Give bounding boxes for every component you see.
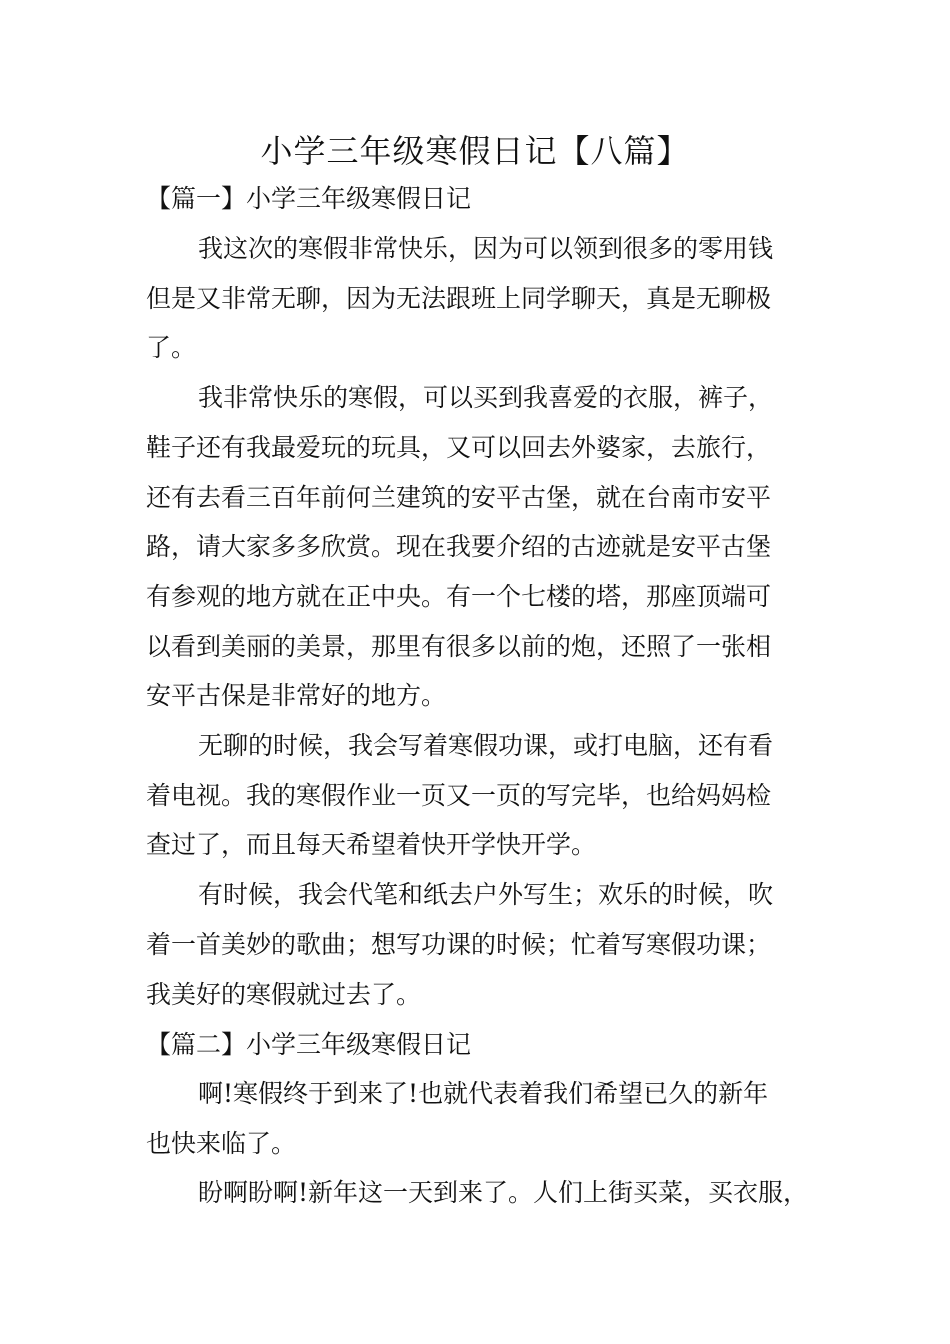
paragraph-line: 着一首美妙的歌曲；想写功课的时候；忙着写寒假功课； xyxy=(146,930,772,959)
paragraph-line: 还有去看三百年前何兰建筑的安平古堡，就在台南市安平 xyxy=(146,483,772,512)
section-heading: 【篇二】小学三年级寒假日记 xyxy=(146,1030,472,1059)
paragraph-line: 我非常快乐的寒假，可以买到我喜爱的衣服，裤子， xyxy=(198,383,774,412)
paragraph-line: 也快来临了。 xyxy=(146,1129,297,1158)
document-title: 小学三年级寒假日记【八篇】 xyxy=(260,132,690,170)
paragraph-line: 了。 xyxy=(146,333,197,362)
paragraph-line: 我美好的寒假就过去了。 xyxy=(146,980,422,1009)
paragraph-line: 着电视。我的寒假作业一页又一页的写完毕，也给妈妈检 xyxy=(146,781,772,810)
paragraph-line: 有参观的地方就在正中央。有一个七楼的塔，那座顶端可 xyxy=(146,582,772,611)
paragraph-line: 有时候，我会代笔和纸去户外写生；欢乐的时候，吹 xyxy=(198,880,774,909)
paragraph-line: 路，请大家多多欣赏。现在我要介绍的古迹就是安平古堡 xyxy=(146,532,772,561)
paragraph-line: 但是又非常无聊，因为无法跟班上同学聊天，真是无聊极 xyxy=(146,284,772,313)
paragraph-line: 查过了，而且每天希望着快开学快开学。 xyxy=(146,830,597,859)
paragraph-line: 啊!寒假终于到来了!也就代表着我们希望已久的新年 xyxy=(198,1079,769,1108)
paragraph-line: 盼啊盼啊!新年这一天到来了。人们上街买菜，买衣服， xyxy=(198,1178,809,1207)
paragraph-line: 无聊的时候，我会写着寒假功课，或打电脑，还有看 xyxy=(198,731,774,760)
paragraph-line: 我这次的寒假非常快乐，因为可以领到很多的零用钱 xyxy=(198,234,774,263)
paragraph-line: 鞋子还有我最爱玩的玩具，又可以回去外婆家，去旅行， xyxy=(146,433,772,462)
paragraph-line: 以看到美丽的美景，那里有很多以前的炮，还照了一张相 xyxy=(146,632,772,661)
section-heading: 【篇一】小学三年级寒假日记 xyxy=(146,184,472,213)
paragraph-line: 安平古保是非常好的地方。 xyxy=(146,681,447,710)
